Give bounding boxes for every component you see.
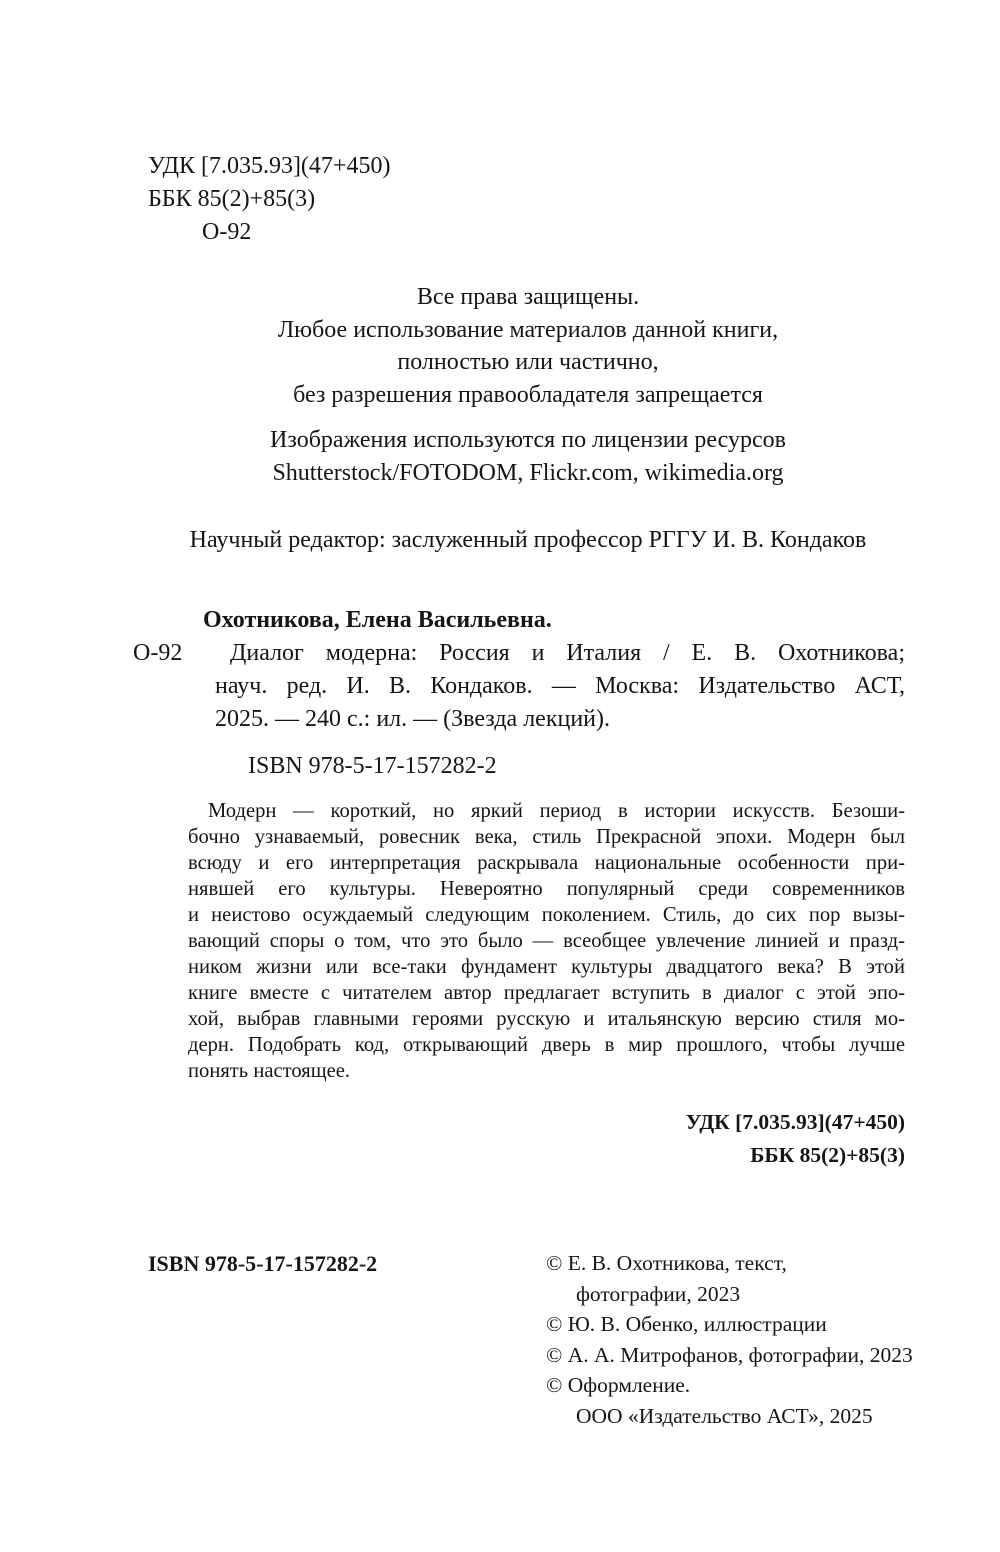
- rights-notice-line: полностью или частично,: [397, 349, 659, 375]
- card-description-line: Диалог модерна: Россия и Италия / Е. В. Охотникова;: [230, 640, 905, 666]
- copyright-line: фотографии, 2023: [576, 1281, 741, 1306]
- card-author-sign: О-92: [133, 640, 183, 666]
- rights-notice: [148, 281, 908, 411]
- annotation-line: Модерн — короткий, но яркий период в истории искусств. Безоши-: [208, 800, 905, 822]
- classification-codes-top: [148, 150, 390, 249]
- copyright-line: ООО «Издательство АСТ», 2025: [576, 1403, 873, 1428]
- rights-notice-line: без разрешения правообладателя запрещается: [293, 381, 763, 408]
- udk-code: УДК [7.035.93](47+450): [148, 153, 391, 179]
- copyright-line: © Е. В. Охотникова, текст,: [546, 1251, 787, 1275]
- annotation-line: дерн. Подобрать код, открывающий дверь в мир прошлого, чтобы лучше: [188, 1034, 905, 1056]
- card-description-line: науч. ред. И. В. Кондаков. — Москва: Издательство АСТ,: [215, 673, 905, 699]
- copyright-line: © А. А. Митрофанов, фотографии, 2023: [546, 1342, 913, 1367]
- catalog-card: [133, 604, 905, 736]
- author-sign-code: О-92: [202, 219, 252, 245]
- annotation-line: нявшей его культуры. Невероятно популярный среди современников: [188, 878, 905, 900]
- annotation-line: понять настоящее.: [188, 1060, 351, 1082]
- annotation-line: книге вместе с читателем автор предлагает вступить в диалог с этой эпо-: [188, 982, 905, 1004]
- book-annotation: [188, 798, 905, 1084]
- card-description-line: 2025. — 240 с.: ил. — (Звезда лекций).: [215, 706, 611, 732]
- license-notice-line: Изображения используются по лицензии ресурсов: [270, 427, 786, 453]
- annotation-line: хой, выбрав главными героями русскую и итальянскую версию стиля мо-: [188, 1008, 905, 1030]
- science-editor-line: Научный редактор: заслуженный профессор РГГУ И. В. Кондаков: [189, 527, 867, 553]
- annotation-line: вающий споры о том, что это было — всеобщее увлечение линией и празд-: [188, 930, 905, 952]
- bbk-code-bottom: ББК 85(2)+85(3): [750, 1143, 905, 1167]
- isbn-number-bottom: ISBN 978-5-17-157282-2: [148, 1251, 378, 1276]
- annotation-line: всюду и его интерпретация раскрывала национальные особенности при-: [188, 852, 905, 874]
- annotation-line: и неистово осуждаемый следующим поколением. Стиль, до сих пор вызы-: [188, 904, 905, 926]
- annotation-line: бочно узнаваемый, ровесник века, стиль Прекрасной эпохи. Модерн был: [188, 826, 905, 848]
- copyright-line: © Ю. В. Обенко, иллюстрации: [546, 1312, 827, 1336]
- rights-notice-line: Любое использование материалов данной книги,: [277, 316, 779, 343]
- card-author-heading: Охотникова, Елена Васильевна.: [203, 607, 552, 633]
- rights-notice-line: Все права защищены.: [416, 284, 640, 310]
- copyright-line: © Оформление.: [546, 1373, 691, 1397]
- image-license-notice: [148, 424, 908, 489]
- license-notice-line: Shutterstock/FOTODOM, Flickr.com, wikimedia.org: [272, 459, 784, 486]
- udk-code-bottom: УДК [7.035.93](47+450): [685, 1110, 905, 1134]
- annotation-line: ником жизни или все-таки фундамент культуры двадцатого века? В этой: [188, 956, 905, 978]
- card-bibliographic-description: [215, 637, 905, 736]
- science-editor-note: [148, 524, 908, 557]
- bbk-code: ББК 85(2)+85(3): [148, 186, 316, 212]
- classification-codes-bottom: [686, 1106, 905, 1172]
- isbn-number: ISBN 978-5-17-157282-2: [248, 753, 497, 779]
- copyright-credits: [546, 1248, 936, 1431]
